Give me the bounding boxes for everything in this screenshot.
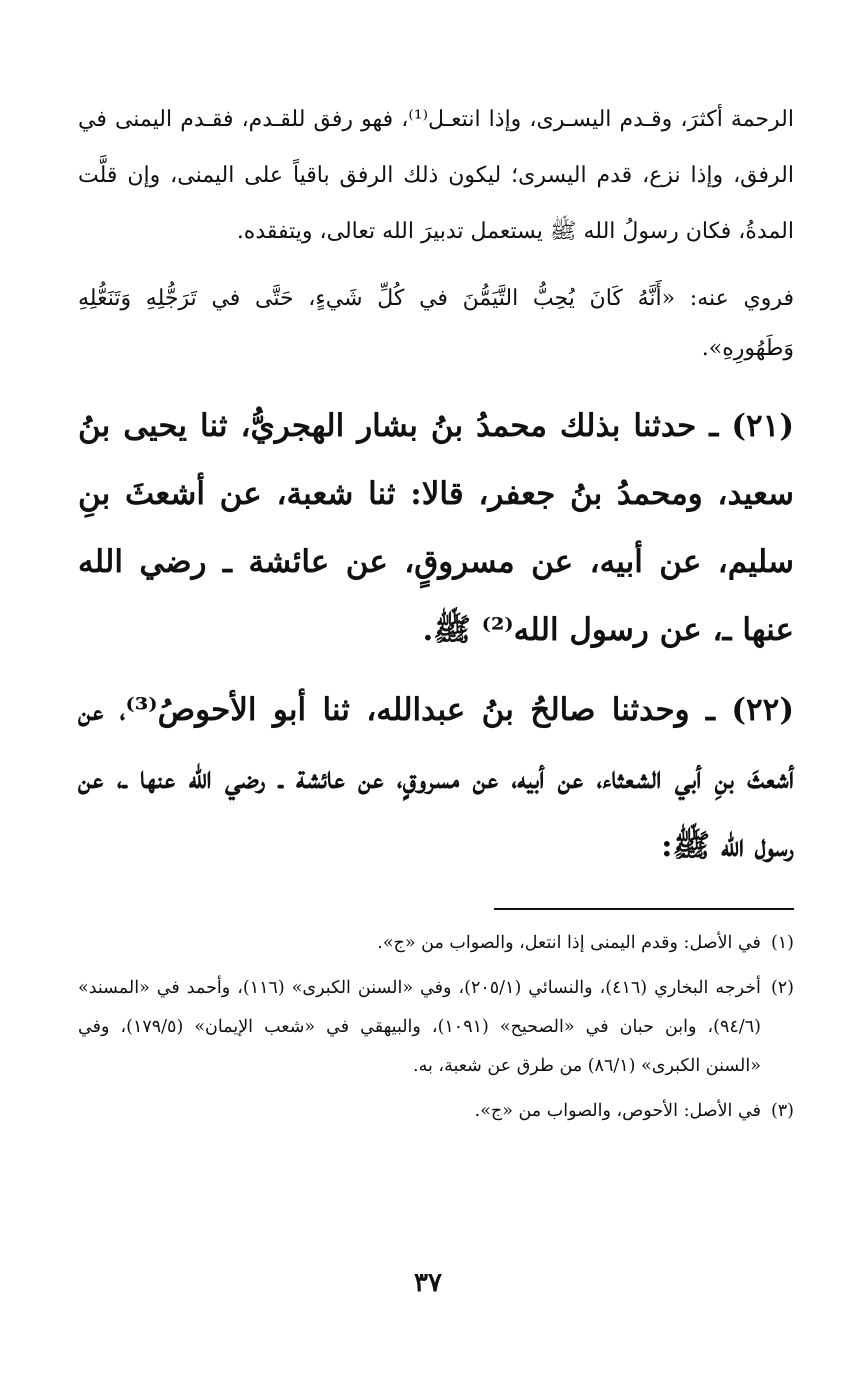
footnote-text: أخرجه البخاري (٤١٦)، والنسائي (٢٠٥/١)، وفي «السنن الكبرى» (١١٦)، وأحمد في «المسند» (٩٤/٦)، وابن حبان في «الصحيح» (١٠٩١)، والبيهقي في «شعب الإيمان» (١٧٩/٥)، وفي «السنن الكبرى» (٨٦/١) من طرق عن شعبة، به. — [78, 978, 761, 1076]
footnote-number: (١) — [770, 933, 794, 953]
body-paragraph-1: الرحمة أكثرَ، وقـدم اليسـرى، وإذا انتعـل⁽¹⁾، فهو رفق للقـدم، فقـدم اليمنى في الرفق، وإذا نزع، قدم اليسرى؛ ليكون ذلك الرفق باقياً على اليمنى، وإن قلَّت المدةُ، فكان رسولُ الله ﷺ يستعمل تدبيرَ الله تعالى، ويتفقده. — [78, 107, 794, 244]
body-paragraph-2: فروي عنه: «أَنَّهُ كَانَ يُحِبُّ التَّيَمُّنَ في كُلِّ شَيءٍ، حَتَّى في تَرَجُّلِهِ وَتَنَعُّلِهِ وَطَهُورِهِ». — [78, 286, 794, 361]
footnote-2 — [78, 969, 794, 1086]
footnote-text: في الأصل: وقدم اليمنى إذا انتعل، والصواب من «ج». — [377, 933, 761, 953]
footnote-number: (٢) — [770, 978, 794, 998]
page-number: ٣٧ — [414, 1268, 442, 1298]
footnote-1 — [78, 924, 794, 963]
footnote-text: في الأصل: الأحوص، والصواب من «ج». — [474, 1101, 761, 1121]
footnote-divider — [494, 908, 794, 910]
hadith-21: (٢١) ـ حدثنا بذلك محمدُ بنُ بشار الهجريُّ، ثنا يحيى بنُ سعيد، ومحمدُ بنُ جعفر، قالا: ثنا شعبة، عن أشعثَ بنِ سليم، عن أبيه، عن مسروقٍ، عن عائشة ـ رضي الله عنها ـ، عن رسول الله⁽²⁾ ﷺ. — [78, 408, 794, 648]
footnote-3 — [78, 1092, 794, 1131]
hadith-22: (٢٢) ـ وحدثنا صالحُ بنُ عبدالله، ثنا أبو الأحوصُ⁽³⁾، عن أشعثَ بنِ أبي الشعثاء، عن أبيه، عن مسروقٍ، عن عائشة ـ رضي الله عنها ـ، عن رسول الله ﷺ: — [78, 692, 794, 864]
footnote-number: (٣) — [770, 1101, 794, 1121]
page-content — [78, 92, 794, 1131]
